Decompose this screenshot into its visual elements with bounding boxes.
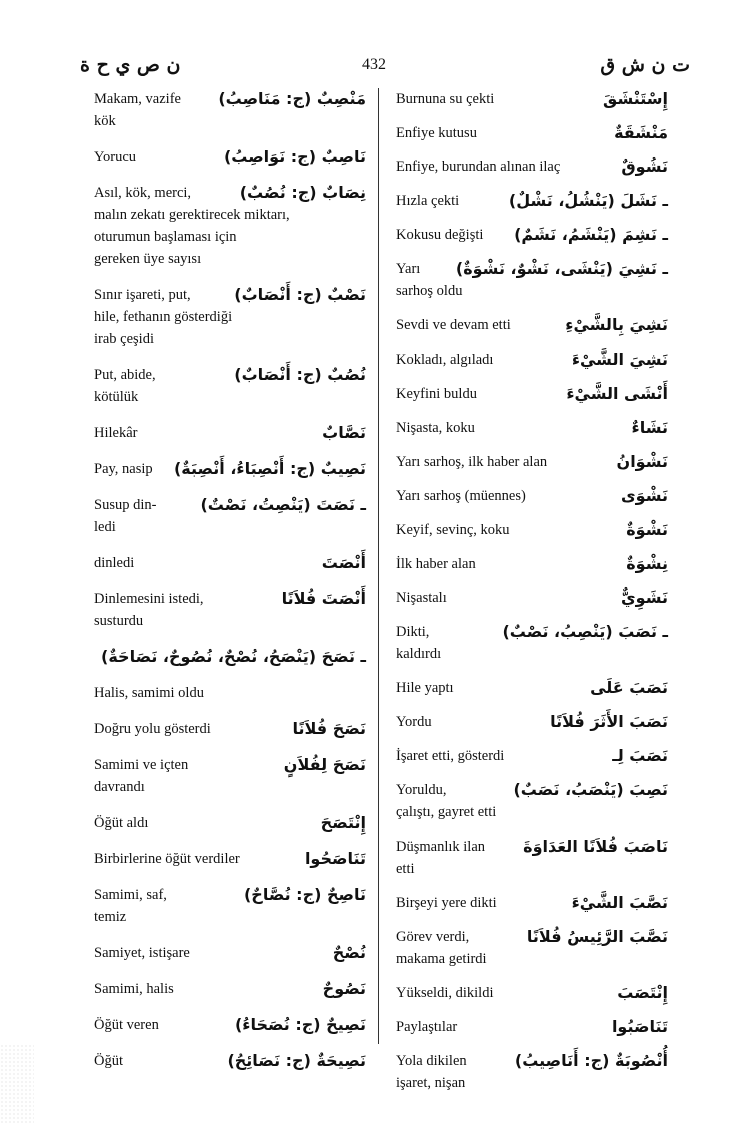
arabic-headword: نَصَبَ عَلَى [590, 678, 668, 698]
turkish-definition: Keyif, sevinç, koku [396, 521, 510, 538]
dictionary-entry [396, 779, 668, 823]
arabic-headword: نَاصِبٌ (ج: نَوَاصِبُ) [223, 147, 366, 166]
arabic-headword: ـ نَشَلَ (يَنْشُلُ، نَشْلٌ) [508, 191, 668, 211]
arabic-headword: نَصَبَ لِـ [612, 746, 668, 766]
arabic-headword: مَنْصِبٌ (ج: مَنَاصِبُ) [218, 89, 366, 108]
turkish-definition: Öğüt aldı [94, 815, 149, 831]
turkish-definition: Kokusu değişti [396, 227, 484, 244]
arabic-headword: نَشُوقٌ [621, 157, 668, 177]
turkish-definition: Sevdi ve devam etti [396, 317, 511, 334]
dictionary-entry [94, 682, 366, 704]
arabic-headword: نَشِيَ الشَّيْءَ [571, 349, 668, 369]
turkish-definition: Makam, vazife kök [94, 91, 181, 129]
arabic-headword: إِسْتَنْشَقَ [603, 89, 668, 108]
dictionary-entry [94, 884, 366, 928]
arabic-headword: نَصْبٌ (ج: أَنْصَابٌ) [234, 285, 366, 304]
turkish-definition: Öğüt [94, 1053, 123, 1069]
dictionary-entry [396, 1050, 668, 1094]
dictionary-entry [396, 314, 668, 336]
dictionary-entry [94, 88, 366, 132]
column-divider [378, 88, 379, 1044]
dictionary-entry [94, 978, 366, 1000]
arabic-headword: أُنْصُوبَةٌ (ج: أَنَاصِيبُ) [514, 1050, 668, 1070]
arabic-headword: ـ نَشِيَ (يَنْشَى، نَشْوٌ، نَشْوَةٌ) [455, 259, 668, 279]
turkish-definition: İşaret etti, gösterdi [396, 748, 505, 765]
dictionary-entry [396, 383, 668, 405]
dictionary-entry [94, 552, 366, 574]
page-number: 432 [362, 56, 386, 73]
turkish-definition: Put, abide, kötülük [94, 367, 156, 405]
dictionary-entry [94, 588, 366, 632]
arabic-headword: ـ نَشِمَ (يَنْشَمُ، نَشَمٌ) [514, 225, 668, 245]
arabic-headword: نِصَابٌ (ج: نُصُبٌ) [239, 183, 366, 202]
arabic-headword: نُصْحٌ [332, 943, 366, 962]
dictionary-entry [94, 494, 366, 538]
turkish-definition: Yarı sarhoş, ilk haber alan [396, 453, 548, 470]
arabic-headword: نَصِيحٌ (ج: نُصَحَاءُ) [234, 1015, 366, 1034]
dictionary-entry [396, 745, 668, 767]
arabic-headword: ـ نَصَحَ (يَنْصَحُ، نُصْحٌ، نُصُوحٌ، نَصَاحَةٌ) [101, 647, 366, 666]
arabic-headword: ـ نَصَبَ (يَنْصِبُ، نَصْبٌ) [502, 622, 668, 642]
arabic-headword: نَاصِحٌ (ج: نُصَّاحٌ) [243, 885, 366, 904]
arabic-headword: نَصَحَ لِفُلاَنٍ [283, 755, 366, 774]
turkish-definition: Yoruldu, çalıştı, gayret etti [396, 782, 497, 821]
dictionary-entry [396, 224, 668, 246]
dictionary-entry [396, 519, 668, 541]
turkish-definition: Birşeyi yere dikti [396, 894, 497, 911]
dictionary-entry [396, 417, 668, 439]
turkish-definition: Samimi ve içten davrandı [94, 757, 189, 795]
dictionary-entry [396, 677, 668, 699]
dictionary-entry [396, 892, 668, 914]
arabic-headword: نَصَبَ الأَثَرَ فُلاَنًا [550, 712, 668, 732]
dictionary-entry [396, 258, 668, 302]
dictionary-entry [94, 458, 366, 480]
dictionary-entry [396, 190, 668, 212]
dictionary-entry [94, 718, 366, 740]
arabic-headword: ـ نَصَتَ (يَنْصِتُ، نَصْتٌ) [200, 495, 366, 514]
dictionary-entry [94, 942, 366, 964]
arabic-headword: إِنْتَصَبَ [617, 982, 668, 1002]
arabic-headword: نَاصَبَ فُلاَنًا العَدَاوَةَ [523, 836, 668, 856]
dictionary-entry [396, 836, 668, 880]
dictionary-entry [396, 88, 668, 110]
dictionary-entry [396, 122, 668, 144]
turkish-definition: Samimi, halis [94, 981, 174, 997]
arabic-headword: نَشْوَى [621, 485, 668, 505]
dictionary-entry [94, 284, 366, 350]
scan-noise [0, 1044, 34, 1124]
dictionary-entry [396, 587, 668, 609]
turkish-definition: Yarı sarhoş (müennes) [396, 487, 526, 504]
turkish-definition: Yordu [396, 714, 432, 731]
dictionary-entry [396, 156, 668, 178]
turkish-definition: Susup din- ledi [94, 497, 157, 535]
turkish-definition: Samimi, saf, temiz [94, 887, 167, 925]
turkish-definition: Yarı sarhoş oldu [396, 261, 463, 300]
arabic-headword: نَصِبَ (يَنْصَبُ، نَصَبٌ) [513, 780, 668, 800]
turkish-definition: Öğüt veren [94, 1017, 159, 1033]
arabic-headword: نَصَّبَ الرَّئِيسُ فُلاَنًا [526, 926, 668, 946]
dictionary-entry [94, 812, 366, 834]
dictionary-entry [94, 182, 366, 270]
arabic-headword: نَشْوَةٌ [626, 519, 668, 539]
arabic-headword: نَشِيَ بِالشَّيْءِ [565, 315, 668, 335]
turkish-definition: Samiyet, istişare [94, 945, 190, 961]
arabic-headword: نَصَّبَ الشَّيْءَ [571, 892, 668, 912]
turkish-definition: Asıl, kök, merci, malın zekatı gerektirecek miktarı, oturumun başlaması için gereken üye sayısı [94, 185, 290, 267]
turkish-definition: Pay, nasip [94, 461, 153, 477]
arabic-headword: نَصَّابٌ [322, 423, 366, 442]
arabic-headword: نُصُبٌ (ج: أَنْصَابٌ) [234, 365, 366, 384]
right-column [396, 88, 668, 1094]
page-header [70, 54, 690, 82]
turkish-definition: Doğru yolu gösterdi [94, 721, 211, 737]
header-right-letters: ت ن ش ق [600, 54, 690, 76]
turkish-definition: Hile yaptı [396, 680, 454, 697]
arabic-headword: تَنَاصَحُوا [304, 849, 366, 868]
arabic-headword: إِنْتَصَحَ [320, 813, 366, 832]
dictionary-entry [94, 848, 366, 870]
turkish-definition: Paylaştılar [396, 1018, 458, 1035]
turkish-definition: Keyfini buldu [396, 385, 477, 402]
turkish-definition: İlk haber alan [396, 556, 476, 573]
turkish-definition: Nişasta, koku [396, 419, 475, 436]
turkish-definition: Yorucu [94, 149, 137, 165]
turkish-definition: Enfiye, burundan alınan ilaç [396, 159, 561, 176]
dictionary-entry [94, 364, 366, 408]
dictionary-entry [396, 1016, 668, 1038]
dictionary-entry [396, 485, 668, 507]
dictionary-entry [94, 146, 366, 168]
arabic-headword: أَنْصَتَ [321, 553, 366, 572]
turkish-definition: Hilekâr [94, 425, 138, 441]
arabic-headword: تَنَاصَبُوا [611, 1016, 668, 1036]
dictionary-entry [396, 349, 668, 371]
dictionary-entry [94, 422, 366, 444]
turkish-definition: Hızla çekti [396, 193, 460, 210]
turkish-definition: Dinlemesini istedi, susturdu [94, 591, 204, 629]
turkish-definition: Burnuna su çekti [396, 91, 495, 107]
dictionary-entry [396, 451, 668, 473]
dictionary-entry [396, 926, 668, 970]
arabic-headword: نِشْوَةٌ [626, 554, 668, 574]
arabic-headword: مَنْشَقَةٌ [614, 123, 668, 143]
turkish-definition: Birbirlerine öğüt verdiler [94, 851, 240, 867]
header-left-letters: ن ص ي ح ة [80, 54, 181, 76]
turkish-definition: Halis, samimi oldu [94, 685, 204, 701]
arabic-headword: نَشَاءٌ [631, 417, 668, 437]
turkish-definition: Sınır işareti, put, hile, fethanın gösterdiği irab çeşidi [94, 287, 233, 347]
arabic-headword: أَنْصَتَ فُلاَنًا [281, 589, 366, 608]
dictionary-entry [94, 754, 366, 798]
arabic-headword: نَصِيحَةٌ (ج: نَصَائِحُ) [227, 1051, 366, 1070]
arabic-headword: نَشَوِيٌّ [621, 588, 668, 608]
turkish-definition: Düşmanlık ilan etti [396, 838, 486, 877]
arabic-headword: نَشْوَانُ [616, 451, 668, 471]
dictionary-entry [94, 1050, 366, 1072]
turkish-definition: Enfiye kutusu [396, 125, 477, 142]
arabic-headword: نَصُوحٌ [322, 979, 366, 998]
turkish-definition: Kokladı, algıladı [396, 351, 494, 368]
turkish-definition: dinledi [94, 555, 135, 571]
dictionary-entry [396, 621, 668, 665]
dictionary-entry [396, 553, 668, 575]
arabic-headword: نَصِيبٌ (ج: أَنْصِبَاءُ، أَنْصِبَةٌ) [173, 459, 366, 478]
turkish-definition: Yola dikilen işaret, nişan [396, 1052, 467, 1091]
arabic-headword: نَصَحَ فُلاَنًا [292, 719, 366, 738]
turkish-definition: Nişastalı [396, 590, 447, 607]
arabic-headword: أَنْشَى الشَّيْءَ [566, 383, 668, 403]
turkish-definition: Yükseldi, dikildi [396, 984, 494, 1001]
dictionary-entry [396, 711, 668, 733]
turkish-definition: Görev verdi, makama getirdi [396, 928, 487, 967]
dictionary-entry [94, 646, 366, 668]
dictionary-entry [396, 982, 668, 1004]
dictionary-entry [94, 1014, 366, 1036]
turkish-definition: Dikti, kaldırdı [396, 624, 442, 663]
left-column [94, 88, 366, 1094]
